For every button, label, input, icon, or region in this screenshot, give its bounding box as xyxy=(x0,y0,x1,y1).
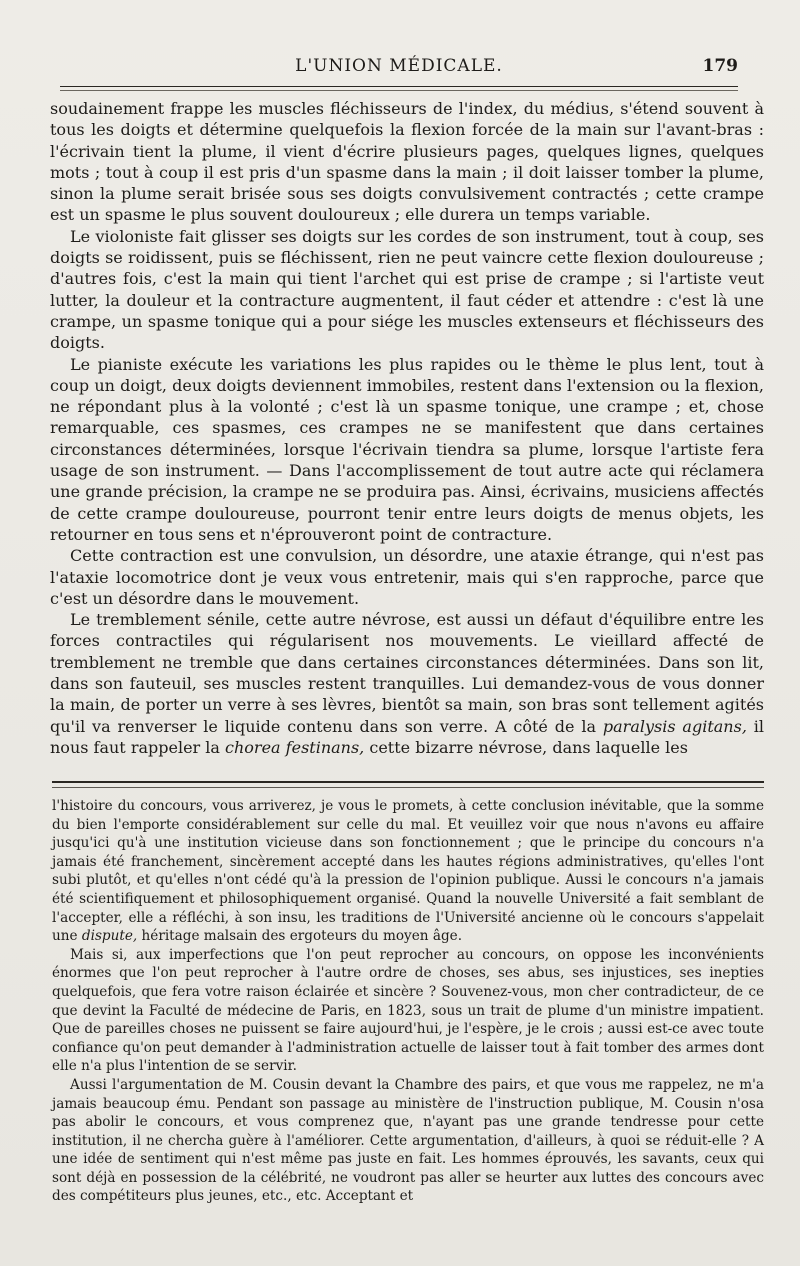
text-run: il nous faut rappeler la xyxy=(50,716,765,757)
term-chorea-festinans: chorea festinans, xyxy=(225,737,365,757)
text-run: l'histoire du concours, vous arriverez, je vous le promets, à cette conclusion inévitable, que la somme du bien l'emporte considérablement sur celle du mal. Et veuillez voir que nous n'avons eu affaire jusqu'ici qu'à une institution vicieuse dans son fonctionnement ; que le principe du concours n'a jamais été franchement, sincèrement accepté dans les hautes régions administratives, qu'elles l'ont subi plutôt, et qu'elles n'ont cédé qu'à la pression de l'opinion publique. Aussi le concours n'a jamais été scientifiquement et philosophiquement organisé. Quand la nouvelle Université a fait semblant de l'accepter, elle a réfléchi, à son insu, les traditions de l'Université ancienne où le concours s'appelait une xyxy=(52,798,764,945)
text-run: cette bizarre névrose, dans laquelle les xyxy=(369,737,688,757)
note-paragraph-imperfections: Mais si, aux imperfections que l'on peut reprocher au concours, on oppose les inconvénients énormes que l'on peut reprocher à l'autre ordre de choses, ses abus, ses injustices, ses inepties quelquefois, que fera votre raison éclairée et sincère ? Souvenez-vous, mon cher contradicteur, de ce que devint la Faculté de médecine de Paris, en 1823, sous un trait de plume d'un ministre impatient. Que de pareilles choses ne puissent se faire aujourd'hui, je l'espère, je le crois ; aussi est-ce avec toute confiance qu'on peut demander à l'administration actuelle de laisser tout à fait tomber des armes dont elle n'a plus l'intention de se servir. xyxy=(52,946,764,1075)
footnote-divider xyxy=(52,781,764,783)
running-head xyxy=(60,56,738,84)
main-text xyxy=(50,98,764,758)
running-title: L'UNION MÉDICALE. xyxy=(295,56,503,76)
page-number: 179 xyxy=(702,56,738,76)
note-paragraph-cousin: Aussi l'argumentation de M. Cousin devant la Chambre des pairs, et que vous me rappelez, ne m'a jamais beaucoup ému. Pendant son passage au ministère de l'instruction publique, M. Cousin n'osa pas abolir le concours, et vous comprenez que, n'ayant pas une grande tendresse pour cette institution, il ne chercha guère à l'améliorer. Cette argumentation, d'ailleurs, à quoi se réduit-elle ? A une idée de sentiment qui n'est même pas juste en fait. Les hommes éprouvés, les savants, ceux qui sont déjà en possession de la célébrité, ne voudront pas aller se heurter aux luttes des concours avec des compétiteurs plus jeunes, etc., etc. Acceptant et xyxy=(52,1076,764,1205)
paragraph-writer-cramp: soudainement frappe les muscles fléchisseurs de l'index, du médius, s'étend souvent à tous les doigts et détermine quelquefois la flexion forcée de la main sur l'avant-bras : l'écrivain tient la plume, il vient d'écrire plusieurs pages, quelques lignes, quelques mots ; tout à coup il est pris d'un spasme dans la main ; il doit laisser tomber la plume, sinon la plume serait brisée sous ses doigts convulsivement contractés ; cette crampe est un spasme le plus souvent douloureux ; elle durera un temps variable. xyxy=(50,99,764,225)
paragraph-pianist: Le pianiste exécute les variations les plus rapides ou le thème le plus lent, tout à coup un doigt, deux doigts deviennent immobiles, restent dans l'extension ou la flexion, ne répondant plus à la volonté ; c'est là un spasme tonique, une crampe ; et, chose remarquable, ces spasmes, ces crampes ne se manifestent que dans certaines circonstances déterminées, lorsque l'écrivain tiendra sa plume, lorsque l'artiste fera usage de son instrument. — Dans l'accomplissement de tout autre acte qui réclamera une grande précision, la crampe ne se produira pas. Ainsi, écrivains, musiciens affectés de cette crampe douloureuse, pourront tenir entre leurs doigts de menus objets, les retourner en tous sens et n'éprouveront point de contracture. xyxy=(50,354,764,544)
text-run: héritage malsain des ergoteurs du moyen âge. xyxy=(141,928,463,945)
text-run: Le tremblement sénile, cette autre névrose, est aussi un défaut d'équilibre entre les forces contractiles qui régularisent nos mouvements. Le vieillard affecté de tremblement ne tremble que dans certaines circonstances déterminées. Dans son lit, dans son fauteuil, ses muscles restent tranquilles. Lui demandez-vous de vous donner la main, de porter un verre à ses lèvres, bientôt sa main, son bras sont tellement agités qu'il va renverser le liquide contenu dans son verre. A côté de la xyxy=(50,610,764,736)
paragraph-violinist: Le violoniste fait glisser ses doigts sur les cordes de son instrument, tout à coup, ses doigts se roidissent, puis se fléchissent, rien ne peut vaincre cette flexion douloureuse ; d'autres fois, c'est la main qui tient l'archet qui est prise de crampe ; si l'artiste veut lutter, la douleur et la contracture augmentent, il faut céder et attendre : c'est là une crampe, un spasme tonique qui a pour siége les muscles extenseurs et fléchisseurs des doigts. xyxy=(50,226,764,353)
header-rule xyxy=(60,86,738,87)
note-paragraph-concours xyxy=(52,797,764,946)
footnote-divider-thin xyxy=(52,787,764,788)
term-paralysis-agitans: paralysis agitans, xyxy=(602,716,747,736)
header-rule-thin xyxy=(60,90,738,91)
term-dispute: dispute, xyxy=(81,928,138,945)
paragraph-convulsion: Cette contraction est une convulsion, un désordre, une ataxie étrange, qui n'est pas l'ataxie locomotrice dont je veux vous entretenir, mais qui s'en rapproche, parce que c'est un désordre dans le mouvement. xyxy=(50,546,764,608)
paragraph-senile-tremor xyxy=(50,609,764,758)
footnote-text xyxy=(52,797,764,1206)
